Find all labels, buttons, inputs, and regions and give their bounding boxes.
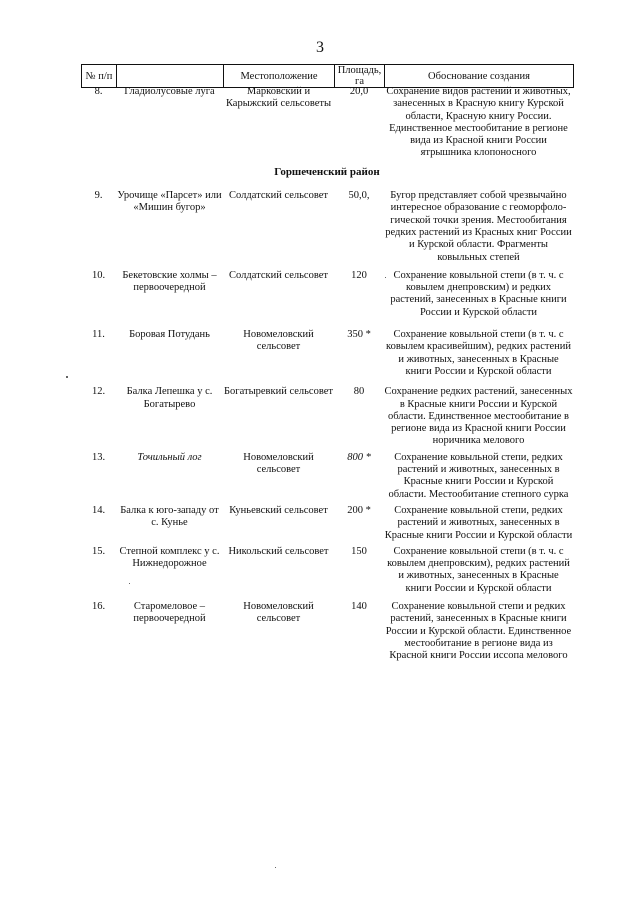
row-area: 50,0, [348,190,370,202]
row-num: 8. [94,86,103,97]
row-basis: Сохранение ковыльной степи, редких растений и животных, занесенных в Красные книги России и Курской области [384,504,573,541]
row-basis: Бугор представляет собой чрезвычайно интересное образование с геоморфоло-гической точки зрения. Местообитания редких растений из Красных книг России и Курской области. Фрагменты ковыльных степей [385,190,572,263]
row-num: 15. [91,545,106,557]
row-name: Боровая Потудань [129,329,210,341]
header-location: Местоположение [224,65,335,88]
row-location: Марковский и Карыжский сельсоветы [225,86,332,110]
row-area: 80 [353,386,365,398]
row-num: 10. [91,269,106,281]
row-location: Новомеловский сельсовет [243,600,314,625]
scan-speck [66,376,68,378]
row-area: 350 * [347,329,371,341]
row-area: 800 * [347,451,371,463]
row-location: Новомеловский сельсовет [243,329,314,353]
table-row [81,329,573,378]
table-row [81,386,573,447]
header-name [117,65,224,88]
table-row [81,505,573,542]
row-name: Бекетовские холмы – первоочередной [122,269,217,294]
row-basis: Сохранение ковыльной степи (в т. ч. с ковылем красивейшим), редких растений и животных, занесенных в Красные книги России и Курской области [386,329,571,377]
scan-speck [385,277,386,278]
row-area: 140 [351,600,367,612]
row-name: Степной комплекс у с. Нижнедорожное [119,545,220,570]
row-num: 11. [92,329,105,341]
row-basis: Сохранение ковыльной степи и редких растений, занесенных в Красные книги России и Курской области. Единственное местообитание в регионе вида из Красной книги России иссопа мелового [385,600,572,662]
table-row [81,190,573,264]
row-num: 13. [91,451,106,463]
row-location: Новомеловский сельсовет [243,451,314,476]
row-num: 16. [91,600,106,612]
page-number: 3 [316,39,324,56]
row-area: 20,0 [349,86,369,97]
table-row [81,270,573,319]
header-num: № п/п [82,65,117,88]
row-location: Богатыревкий сельсовет [224,386,333,398]
row-location: Солдатский сельсовет [229,269,328,281]
row-basis: Сохранение ковыльной степи (в т. ч. с ковылем днепровским) и редких растений, занесенных в Красные книги России и Курской области [390,269,567,318]
row-area: 150 [351,545,367,557]
row-area: 120 [351,269,367,281]
header-area: Площадь, га [335,65,385,88]
row-name: Урочище «Парсет» или «Мишин бугор» [117,190,222,214]
row-location: Солдатский сельсовет [229,190,328,202]
table-row [81,452,573,501]
row-name: Гладиолусовые луга [124,86,215,97]
district-heading: Горшеченский район [274,165,380,178]
table-row [81,86,573,160]
row-area: 200 * [347,504,371,516]
row-num: 14. [91,504,106,516]
row-num: 9. [94,190,103,202]
row-basis: Сохранение редких растений, занесенных в Красные книги России и Курской области. Единственное местообитание в регионе вида из Красной книги России норичника мелового [384,386,573,447]
row-basis: Сохранение ковыльной степи (в т. ч. с ковылем днепровским), редких растений и животных, занесенных в Красные книги России и Курской области [387,545,570,594]
row-basis: Сохранение видов растений и животных, занесенных в Красную книгу Курской области, Красную книгу России. Единственное местообитание в регионе вида из Красной книги России ятрышника клопоносного [386,86,571,159]
row-name: Старомеловое – первоочередной [133,600,206,625]
table-header [81,64,574,88]
row-basis: Сохранение ковыльной степи, редких растений и животных, занесенных в Красные книги России и Курской области. Местообитание степного сурка [388,451,569,500]
table-body [81,86,573,662]
table-row [81,601,573,662]
row-name: Точильный лог [137,451,202,463]
row-name: Балка Лепешка у с. Богатырево [126,386,213,410]
row-location: Куньевский сельсовет [229,504,328,516]
row-name: Балка к юго-западу от с. Кунье [120,504,219,529]
scan-speck [275,867,276,868]
table-row [81,546,573,595]
header-basis: Обоснование создания [385,65,574,88]
row-num: 12. [91,386,106,398]
row-location: Никольский сельсовет [228,545,329,557]
scan-speck [129,583,130,584]
